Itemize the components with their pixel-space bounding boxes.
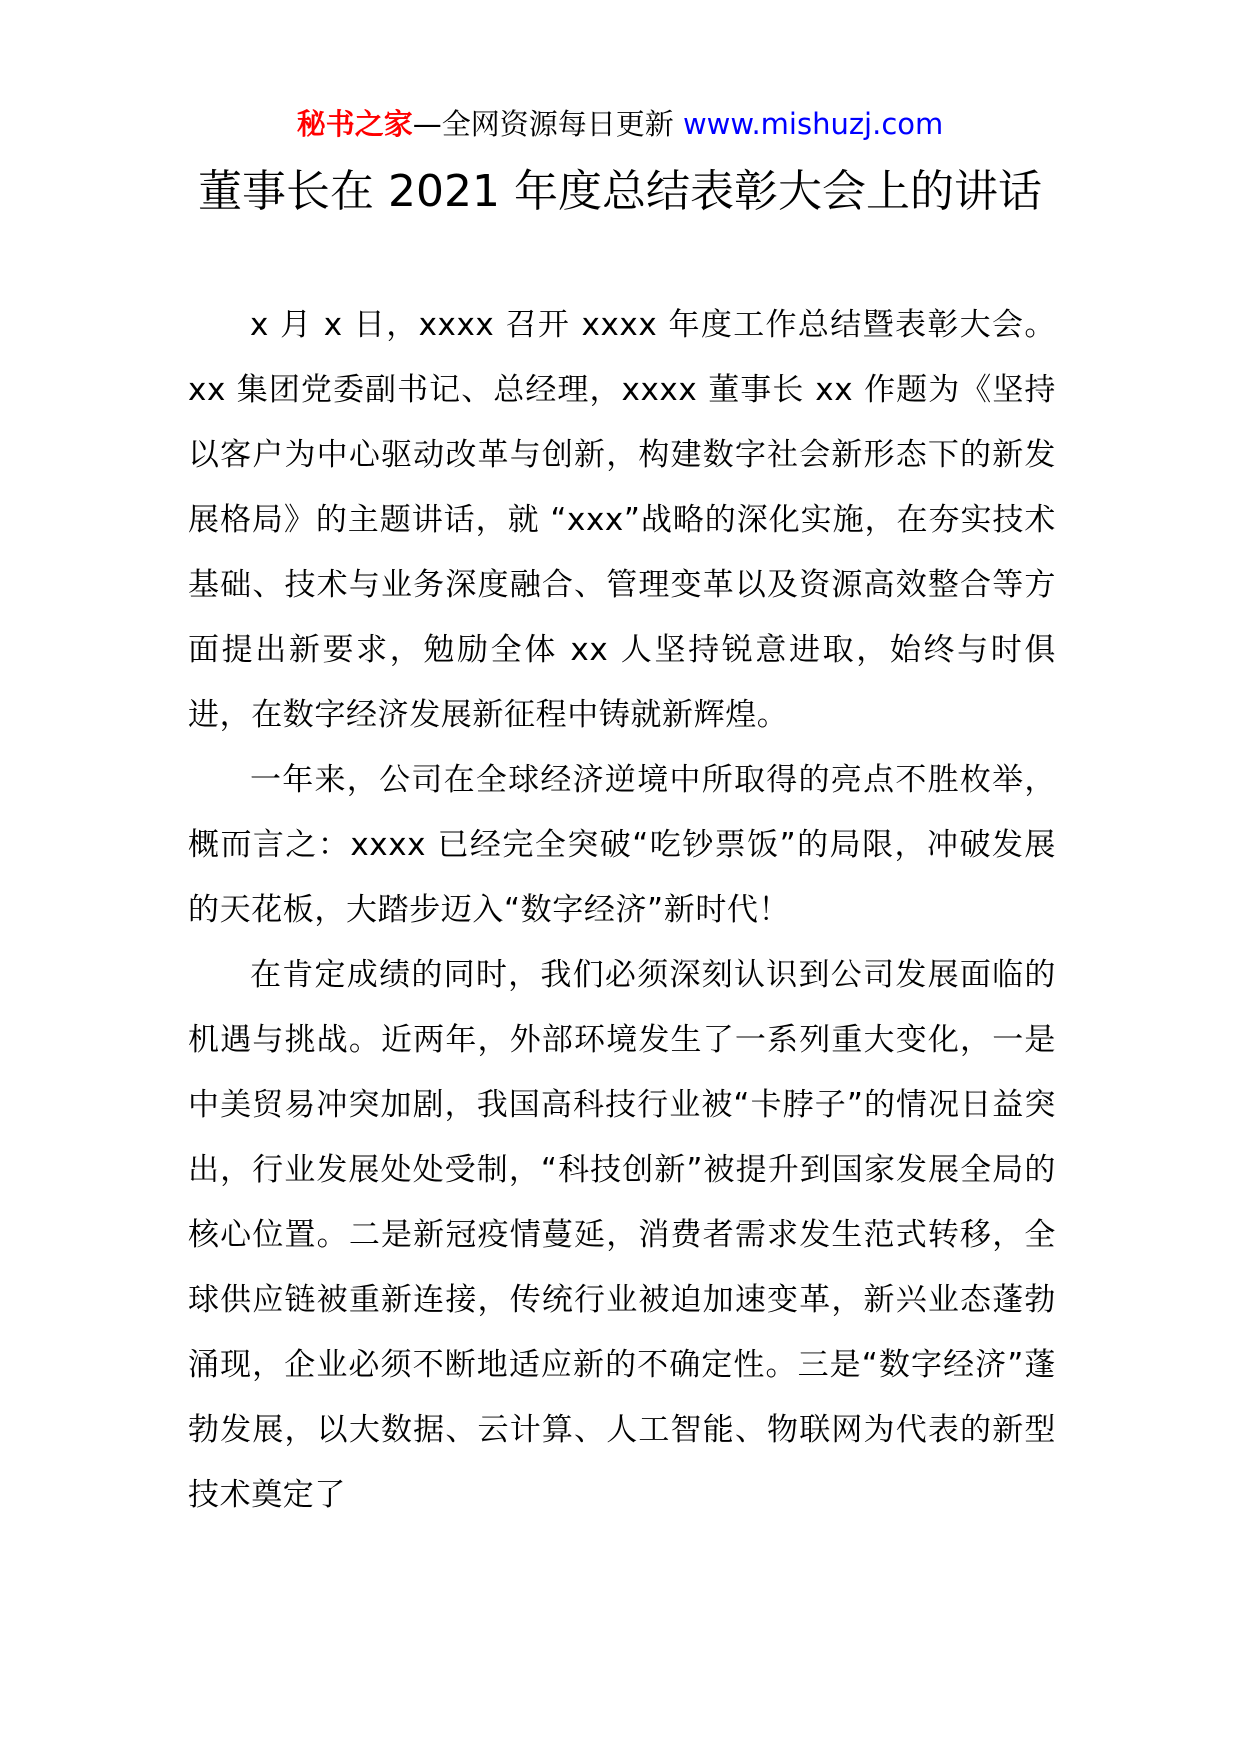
paragraph: 一年来，公司在全球经济逆境中所取得的亮点不胜枚举，概而言之：xxxx 已经完全突破“吃钞票饭”的局限，冲破发展的天花板，大踏步迈入“数字经济”新时代！ bbox=[188, 762, 1056, 928]
paragraph: 在肯定成绩的同时，我们必须深刻认识到公司发展面临的机遇与挑战。近两年，外部环境发生了一系列重大变化，一是中美贸易冲突加剧，我国高科技行业被“卡脖子”的情况日益突出，行业发展处处受制，“科技创新”被提升到国家发展全局的核心位置。二是新冠疫情蔓延，消费者需求发生范式转移，全球供应链被重新连接，传统行业被迫加速变革，新兴业态蓬勃涌现，企业必须不断地适应新的不确定性。三是“数字经济”蓬勃发展，以大数据、云计算、人工智能、物联网为代表的新型技术奠定了 bbox=[188, 957, 1056, 1513]
brand-name: 秘书之家 bbox=[296, 107, 413, 141]
document-title: 董事长在 2021 年度总结表彰大会上的讲话 bbox=[198, 166, 1042, 217]
site-url-link[interactable]: www.mishuzj.com bbox=[682, 107, 944, 141]
header-slogan: —全网资源每日更新 bbox=[412, 107, 683, 141]
document-body bbox=[188, 293, 1056, 1528]
paragraph: x 月 x 日，xxxx 召开 xxxx 年度工作总结暨表彰大会。xx 集团党委副书记、总经理，xxxx 董事长 xx 作题为《坚持以客户为中心驱动改革与创新，构建数字社会新形态下的新发展格局》的主题讲话，就 “xxx”战略的深化实施，在夯实技术基础、技术与业务深度融合、管理变革以及资源高效整合等方面提出新要求，勉励全体 xx 人坚持锐意进取，始终与时俱进，在数字经济发展新征程中铸就新辉煌。 bbox=[188, 307, 1056, 733]
site-header bbox=[0, 104, 1240, 144]
